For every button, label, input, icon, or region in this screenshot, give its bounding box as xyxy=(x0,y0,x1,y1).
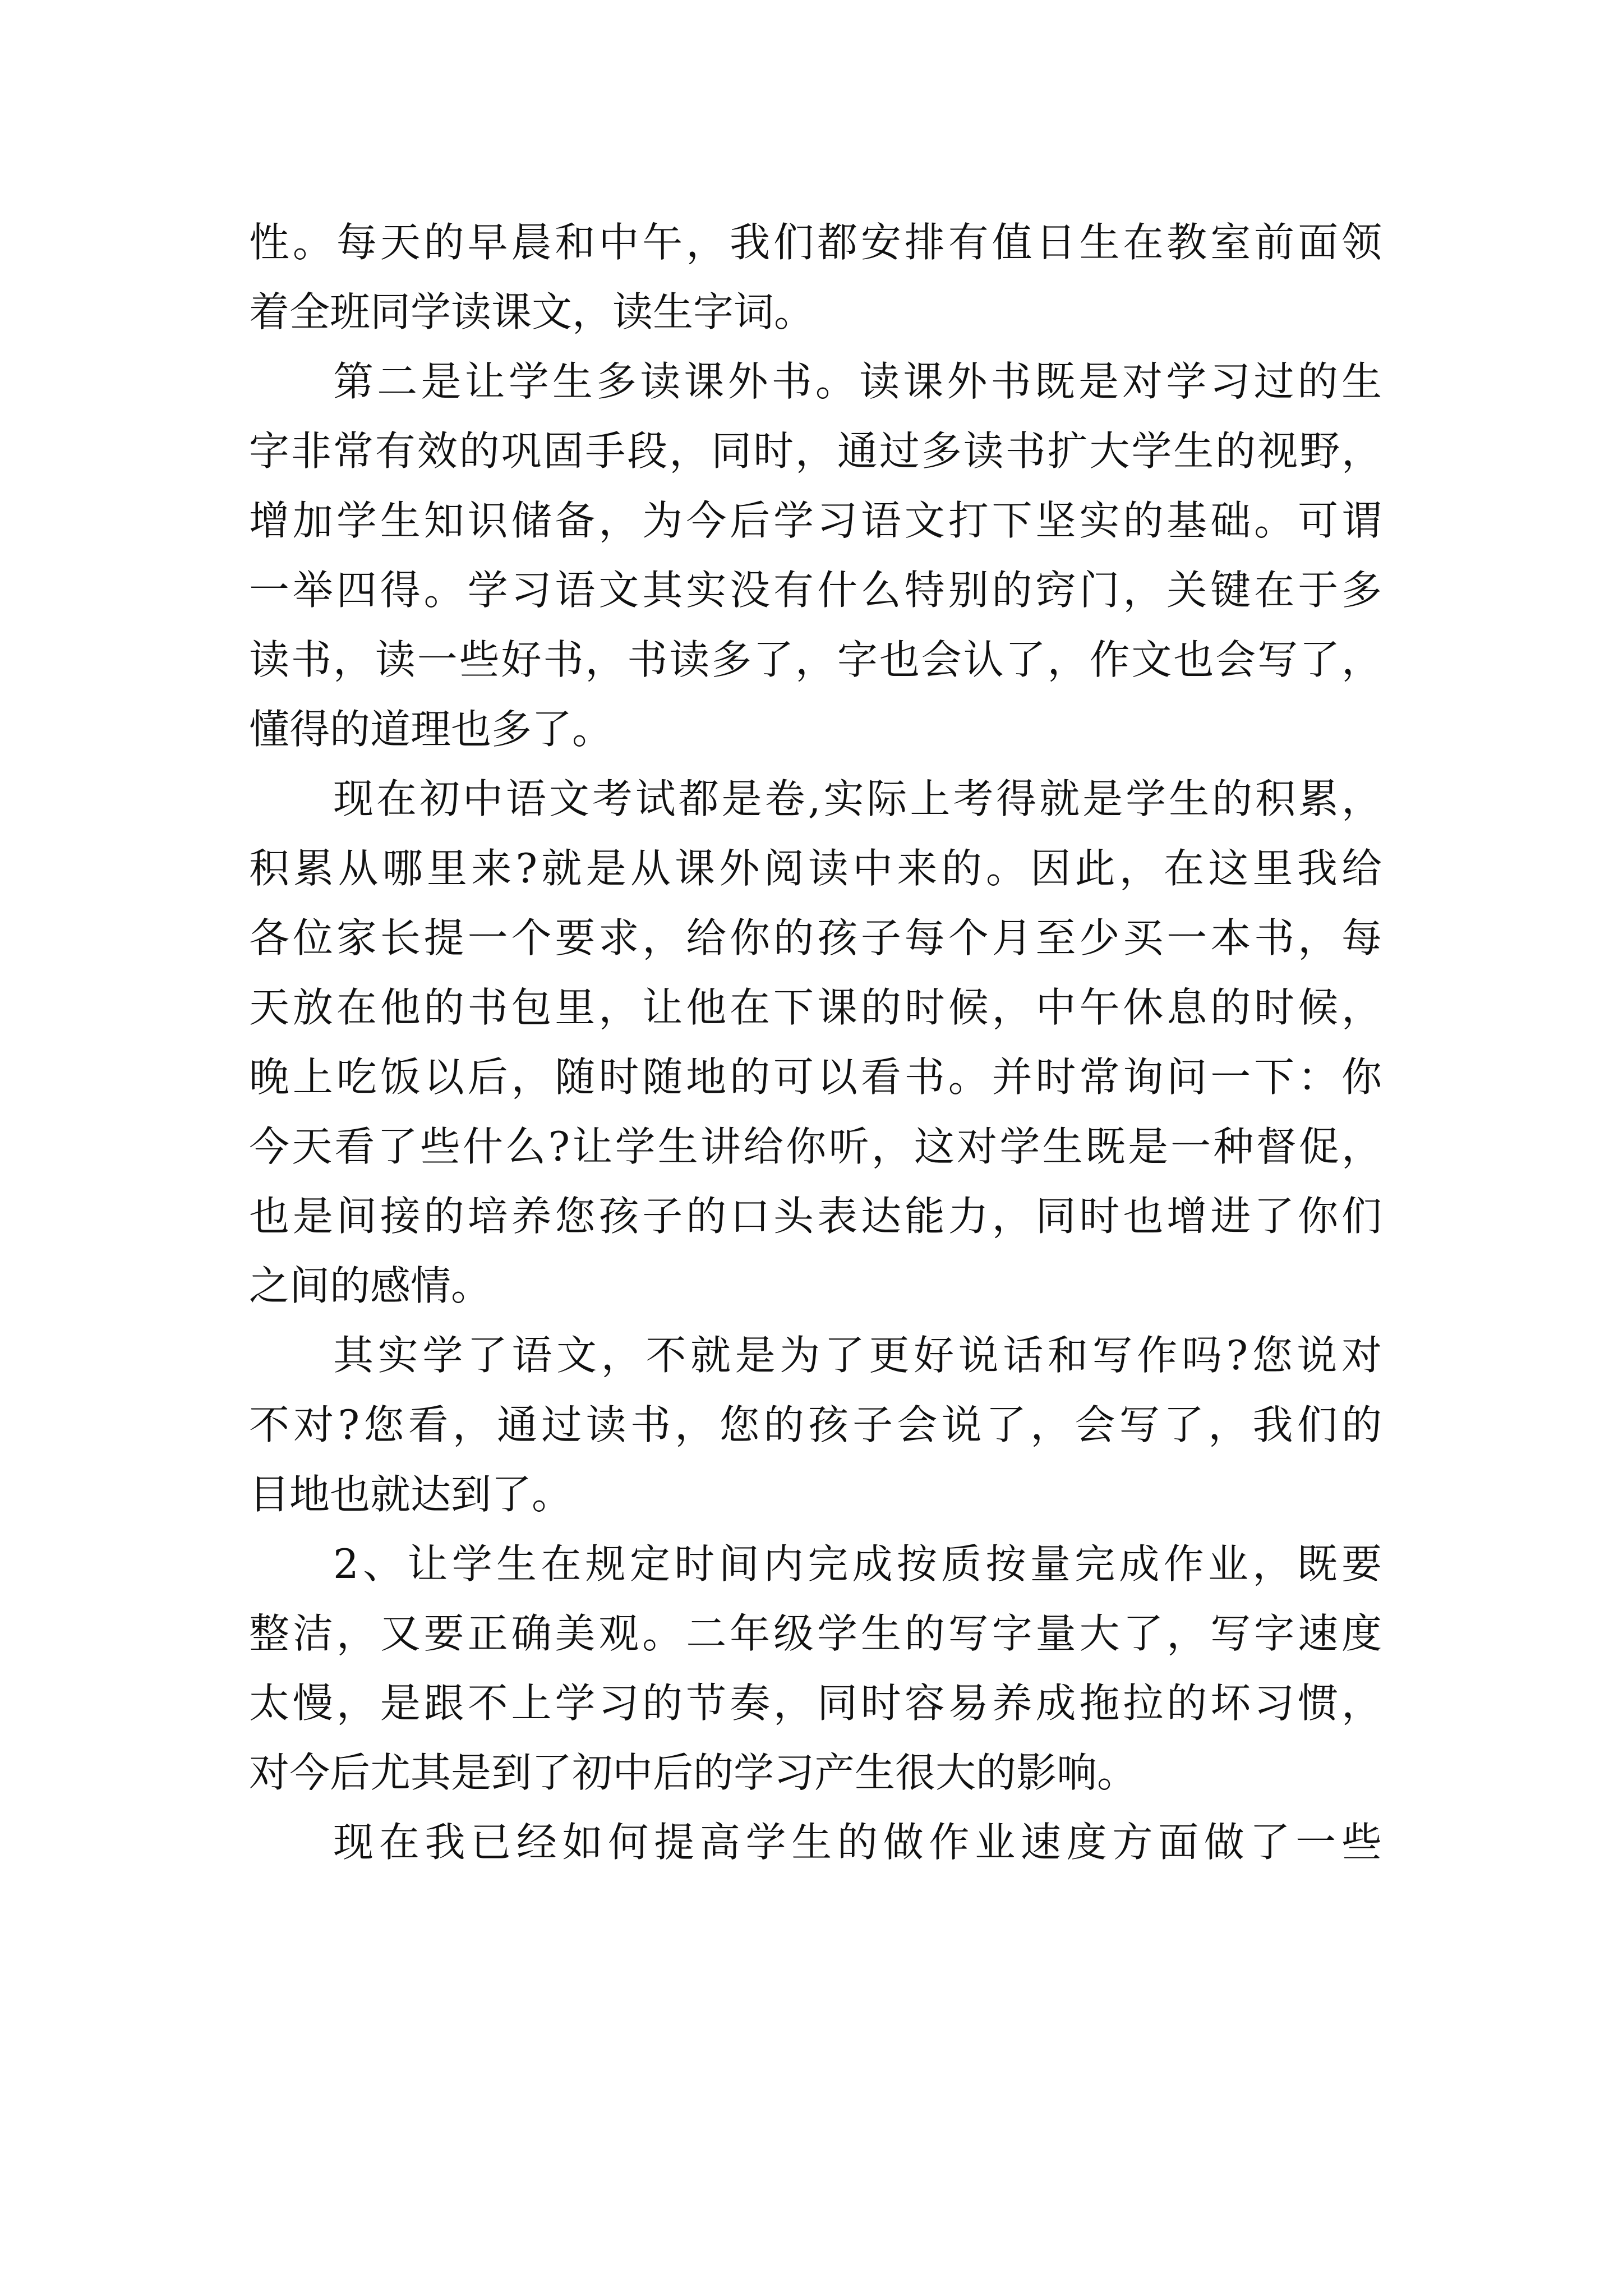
text-line: 性。每天的早晨和中午，我们都安排有值日生在教室前面领 xyxy=(249,219,1382,266)
text-line: 现在我已经如何提高学生的做作业速度方面做了一些 xyxy=(333,1819,1382,1866)
text-line: 整洁，又要正确美观。二年级学生的写字量大了，写字速度 xyxy=(249,1610,1382,1657)
text-line: 2、让学生在规定时间内完成按质按量完成作业，既要 xyxy=(333,1540,1382,1588)
text-line: 晚上吃饭以后，随时随地的可以看书。并时常询问一下：你 xyxy=(249,1053,1382,1101)
text-line: 对今后尤其是到了初中后的学习产生很大的影响。 xyxy=(249,1749,1138,1796)
text-line: 今天看了些什么?让学生讲给你听，这对学生既是一种督促， xyxy=(249,1123,1382,1170)
text-line: 第二是让学生多读课外书。读课外书既是对学习过的生 xyxy=(333,358,1382,405)
text-line: 增加学生知识储备，为今后学习语文打下坚实的基础。可谓 xyxy=(249,497,1382,544)
text-line: 目地也就达到了。 xyxy=(249,1471,573,1518)
text-line: 着全班同学读课文，读生字词。 xyxy=(249,288,815,335)
text-line: 之间的感情。 xyxy=(249,1262,492,1309)
text-line: 读书，读一些好书，书读多了，字也会认了，作文也会写了， xyxy=(249,636,1382,683)
text-line: 一举四得。学习语文其实没有什么特别的窍门，关键在于多 xyxy=(249,567,1382,614)
text-line: 不对?您看，通过读书，您的孩子会说了，会写了，我们的 xyxy=(249,1401,1382,1448)
text-line: 各位家长提一个要求，给你的孩子每个月至少买一本书，每 xyxy=(249,914,1382,961)
text-line: 天放在他的书包里，让他在下课的时候，中午休息的时候， xyxy=(249,984,1382,1031)
document-body xyxy=(249,208,1382,1877)
text-line: 字非常有效的巩固手段，同时，通过多读书扩大学生的视野， xyxy=(249,427,1382,475)
text-line: 积累从哪里来?就是从课外阅读中来的。因此，在这里我给 xyxy=(249,845,1382,892)
text-line: 懂得的道理也多了。 xyxy=(249,706,613,753)
text-line: 太慢，是跟不上学习的节奏，同时容易养成拖拉的坏习惯， xyxy=(249,1680,1382,1727)
text-line: 现在初中语文考试都是卷,实际上考得就是学生的积累， xyxy=(333,775,1382,822)
text-line: 其实学了语文，不就是为了更好说话和写作吗?您说对 xyxy=(333,1332,1382,1379)
text-line: 也是间接的培养您孩子的口头表达能力，同时也增进了你们 xyxy=(249,1193,1382,1240)
